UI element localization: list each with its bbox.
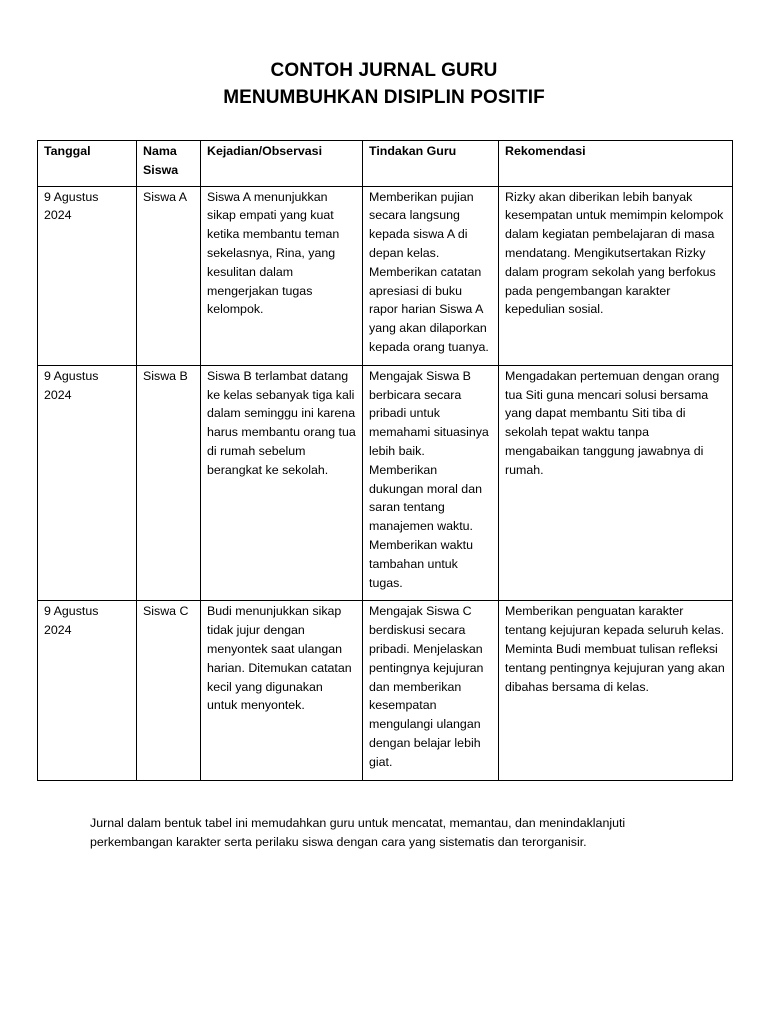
header-tindakan: Tindakan Guru — [363, 141, 499, 187]
footer-paragraph: Jurnal dalam bentuk tabel ini memudahkan guru untuk mencatat, memantau, dan menindaklanjuti perkembangan karakter serta perilaku siswa dengan cara yang sistematis dan terorganisir. — [90, 816, 626, 849]
page-title — [0, 57, 768, 111]
cell-nama: Siswa C — [137, 601, 201, 780]
cell-kejadian: Budi menunjukkan sikap tidak jujur dengan menyontek saat ulangan harian. Ditemukan catatan kecil yang digunakan untuk menyontek. — [201, 601, 363, 780]
cell-tindakan: Mengajak Siswa B berbicara secara pribadi untuk memahami situasinya lebih baik. Memberikan dukungan moral dan saran tentang manajemen waktu. Memberikan waktu tambahan untuk tugas. — [363, 365, 499, 601]
cell-tindakan: Mengajak Siswa C berdiskusi secara pribadi. Menjelaskan pentingnya kejujuran dan memberikan kesempatan mengulangi ulangan dengan belajar lebih giat. — [363, 601, 499, 780]
title-line-1: CONTOH JURNAL GURU — [270, 60, 498, 81]
cell-nama: Siswa A — [137, 186, 201, 365]
cell-tanggal: 9 Agustus 2024 — [38, 601, 137, 780]
cell-kejadian: Siswa A menunjukkan sikap empati yang kuat ketika membantu teman sekelasnya, Rina, yang kesulitan dalam mengerjakan tugas kelompok. — [201, 186, 363, 365]
title-line-2: MENUMBUHKAN DISIPLIN POSITIF — [223, 87, 545, 108]
cell-tanggal: 9 Agustus 2024 — [38, 365, 137, 601]
cell-rekomendasi: Mengadakan pertemuan dengan orang tua Siti guna mencari solusi bersama yang dapat membantu Siti tiba di sekolah tepat waktu tanpa mengabaikan tanggung jawabnya di rumah. — [499, 365, 733, 601]
header-kejadian: Kejadian/Observasi — [201, 141, 363, 187]
header-nama-siswa: Nama Siswa — [137, 141, 201, 187]
cell-rekomendasi: Rizky akan diberikan lebih banyak kesempatan untuk memimpin kelompok dalam kegiatan pembelajaran di masa mendatang. Mengikutsertakan Rizky dalam program sekolah yang berfokus pada pengembangan karakter kepedulian sosial. — [499, 186, 733, 365]
table-row — [38, 601, 733, 780]
table-header-row — [38, 141, 733, 187]
header-rekomendasi: Rekomendasi — [499, 141, 733, 187]
cell-tindakan: Memberikan pujian secara langsung kepada siswa A di depan kelas. Memberikan catatan apresiasi di buku rapor harian Siswa A yang akan dilaporkan kepada orang tuanya. — [363, 186, 499, 365]
journal-table — [37, 140, 733, 781]
cell-tanggal: 9 Agustus 2024 — [38, 186, 137, 365]
cell-nama: Siswa B — [137, 365, 201, 601]
cell-rekomendasi: Memberikan penguatan karakter tentang kejujuran kepada seluruh kelas. Meminta Budi membuat tulisan refleksi tentang pentingnya kejujuran yang akan dibahas bersama di kelas. — [499, 601, 733, 780]
table-row — [38, 186, 733, 365]
table-row — [38, 365, 733, 601]
header-tanggal: Tanggal — [38, 141, 137, 187]
cell-kejadian: Siswa B terlambat datang ke kelas sebanyak tiga kali dalam seminggu ini karena harus membantu orang tua di rumah sebelum berangkat ke sekolah. — [201, 365, 363, 601]
